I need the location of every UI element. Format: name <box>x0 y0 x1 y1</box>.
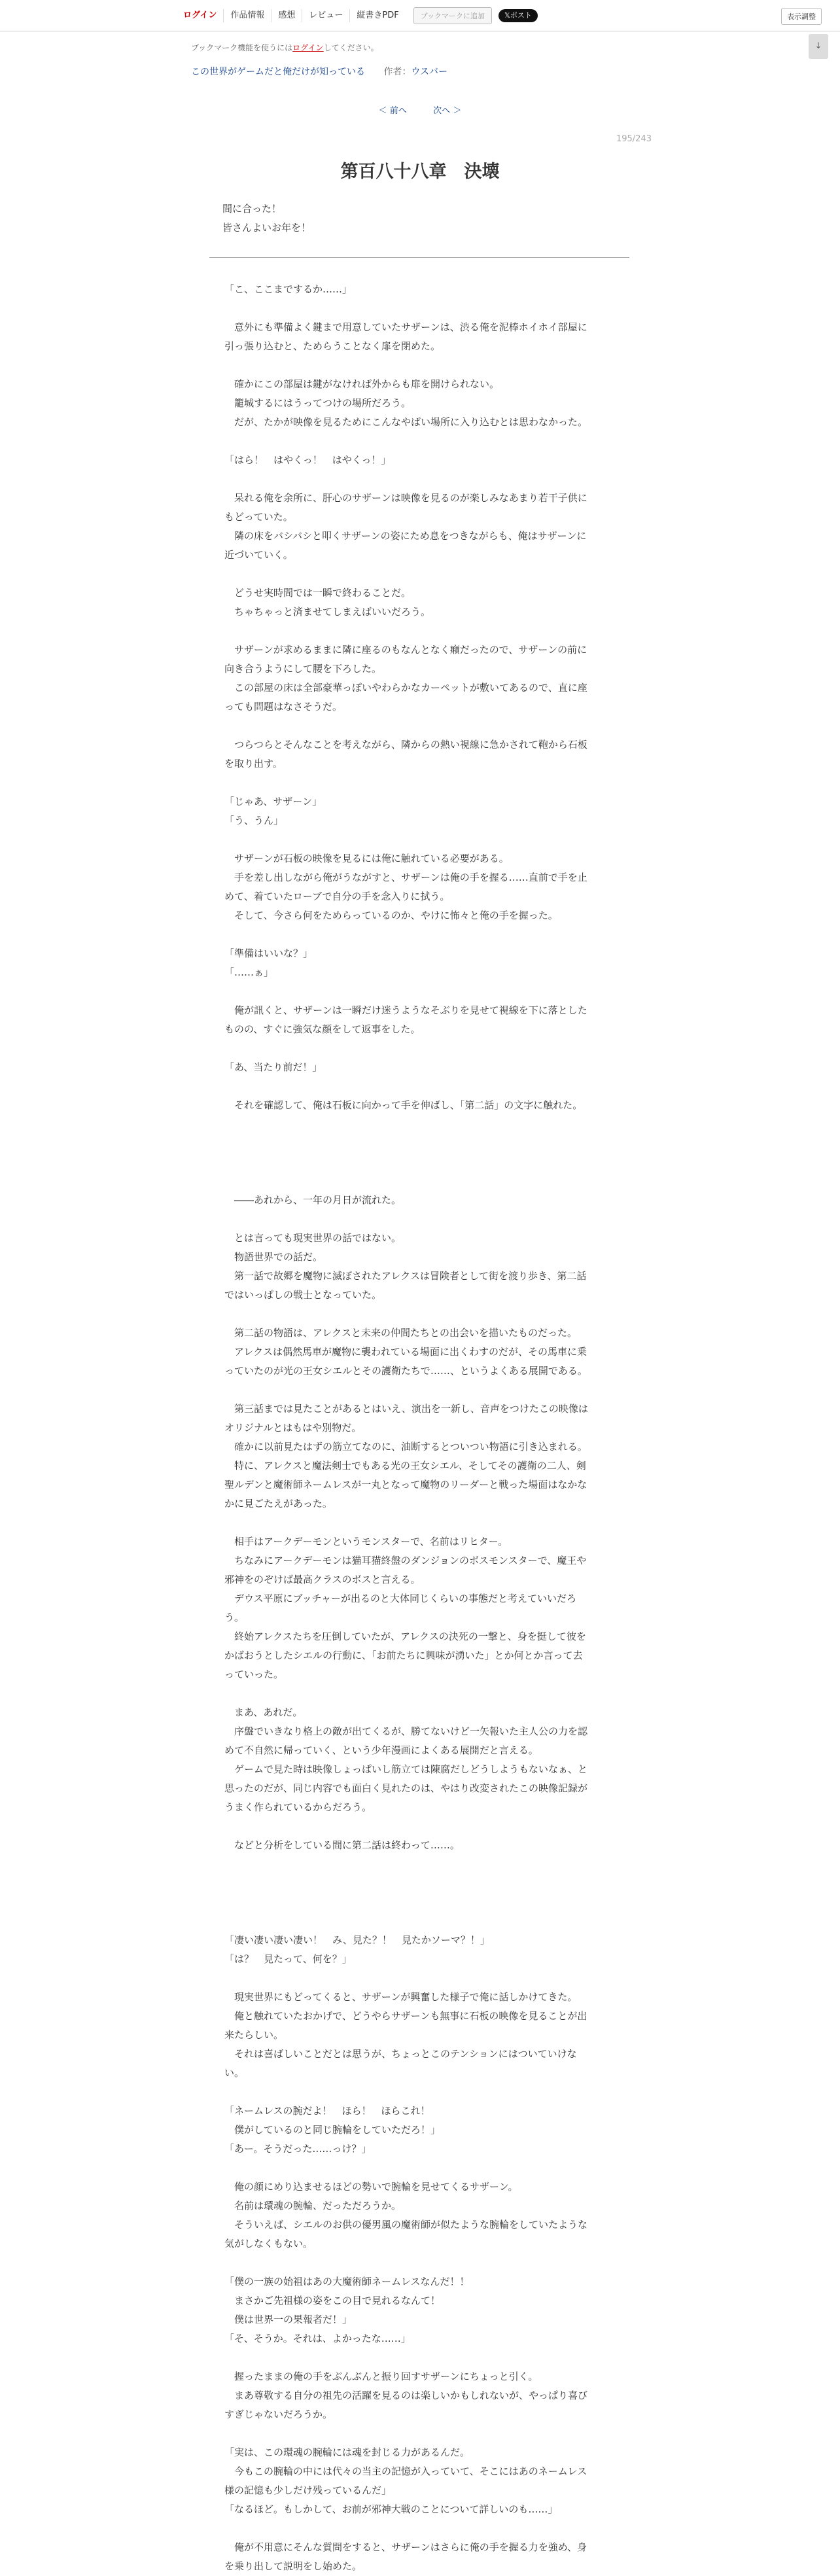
body-line <box>224 1077 612 1096</box>
body-line: 「準備はいいな？」 <box>224 947 313 959</box>
chapter-body <box>224 280 612 2576</box>
body-line: 聖ルデンと魔術師ネームレスが一丸となって魔物のリーダーと戦った場面はなかな <box>224 1479 587 1491</box>
body-line: まさかご先祖様の姿をこの目で見れるなんて！ <box>224 2295 441 2306</box>
preface-line: 皆さんよいお年を！ <box>222 222 311 234</box>
body-line: 「僕の一族の始祖はあの大魔術師ネームレスなんだ！！ <box>224 2276 470 2287</box>
body-line: ちゃちゃっと済ませてしまえばいいだろう。 <box>224 606 431 618</box>
preface-line: 間に合った！ <box>222 203 282 215</box>
body-line: を取り出す。 <box>224 758 283 769</box>
body-line <box>224 1912 612 1931</box>
body-line: だが、たかが映像を見るためにこんなやばい場所に入り込むとは思わなかった。 <box>224 416 588 428</box>
body-line: そして、今さら何をためらっているのか、やけに怖々と俺の手を握った。 <box>224 909 558 921</box>
body-line: まあ尊敬する自分の祖先の活躍を見るのは楽しいかもしれないが、やっぱり喜び <box>224 2390 588 2401</box>
body-line: い。 <box>224 2067 245 2079</box>
body-line: 「そ、そうか。それは、よかったな……」 <box>224 2333 411 2344</box>
body-line: 「はら！ はやくっ！ はやくっ！」 <box>224 454 391 466</box>
body-line: 僕がしているのと同じ腕輪をしていただろ！」 <box>224 2124 441 2136</box>
body-line <box>224 2083 612 2102</box>
body-line <box>224 1305 612 1324</box>
body-line: めて不自然に帰っていく、という少年漫画によくある展開だと言える。 <box>224 1744 538 1756</box>
login-note-prefix: ブックマーク機能を使うには <box>191 43 293 52</box>
body-line: 物語世界での話だ。 <box>224 1251 323 1263</box>
body-line: まあ、あれだ。 <box>224 1706 303 1718</box>
body-line <box>224 1513 612 1532</box>
body-line: ではいっぱしの戦士となっていた。 <box>224 1289 382 1301</box>
body-line: 今もこの腕輪の中には代々の当主の記憶が入っていて、そこにはあのネームレス <box>224 2465 587 2477</box>
body-line: ゲームで見た時は映像しょっぱいし筋立ては陳腐だしどうしようもないなぁ、と <box>224 1763 588 1775</box>
body-line <box>224 1855 612 1874</box>
body-line: 「凄い凄い凄い凄い！ み、見た？！ 見たかソーマ？！」 <box>224 1934 490 1946</box>
body-line: 思ったのだが、同じ内容でも面白く見れたのは、やはり改変されたこの映像記録が <box>224 1782 588 1794</box>
body-line: 「じゃあ、サザーン」 <box>224 796 323 807</box>
body-line <box>224 1381 612 1400</box>
body-line: 引っ張り込むと、ためらうことなく扉を閉めた。 <box>224 340 441 352</box>
scroll-down-icon[interactable]: ↓ <box>809 34 828 59</box>
body-line <box>224 716 612 735</box>
body-line <box>224 299 612 318</box>
body-line <box>224 1817 612 1836</box>
body-line <box>224 1172 612 1191</box>
body-line: 相手はアークデーモンというモンスターで、名前はリヒター。 <box>224 1536 508 1547</box>
body-line: 僕は世界一の果報者だ！」 <box>224 2314 353 2325</box>
body-line: 隣の床をバシバシと叩くサザーンの姿にため息をつきながらも、俺はサザーンに <box>224 530 587 542</box>
body-line: 特に、アレクスと魔法剣士でもある光の王女シエル、そしてその護衛の二人、剣 <box>224 1460 586 1472</box>
chapter-pager <box>0 103 840 116</box>
body-line <box>224 432 612 451</box>
login-note-link[interactable]: ログイン <box>292 43 324 52</box>
body-line: 俺が不用意にそんな質問をすると、サザーンはさらに俺の手を握る力を強め、身 <box>224 2541 587 2553</box>
bookmark-login-note <box>191 42 379 53</box>
login-link[interactable]: ログイン <box>183 10 217 20</box>
body-line: すぎじゃないだろうか。 <box>224 2408 333 2420</box>
body-line: オリジナルとはもはや別物だ。 <box>224 1422 362 1434</box>
body-line: つらつらとそんなことを考えながら、隣からの熱い視線に急かされて鞄から石板 <box>224 739 587 750</box>
body-line <box>224 2253 612 2272</box>
body-line: それを確認して、俺は石板に向かって手を伸ばし、「第二話」の文字に触れた。 <box>224 1099 583 1111</box>
body-line <box>224 470 612 489</box>
body-line <box>224 773 612 792</box>
vertical-pdf-link[interactable]: 縦書きPDF <box>349 9 405 22</box>
body-line: サザーンが求めるままに隣に座るのもなんとなく癪だったので、サザーンの前に <box>224 644 587 656</box>
body-line: 「こ、ここまでするか……」 <box>224 283 353 295</box>
login-note-suffix: してください。 <box>323 43 379 52</box>
body-line: この部屋の床は全部豪華っぽいやわらかなカーペットが敷いてあるので、直に座 <box>224 682 587 694</box>
body-line: 「……ぁ」 <box>224 966 274 978</box>
body-line: 序盤でいきなり格上の敵が出てくるが、勝てないけど一矢報いた主人公の力を認 <box>224 1725 588 1737</box>
body-line: 握ったままの俺の手をぶんぶんと振り回すサザーンにちょっと引く。 <box>224 2371 538 2382</box>
body-line: 終始アレクスたちを圧倒していたが、アレクスの決死の一撃と、身を挺して彼を <box>224 1631 586 1642</box>
body-line: 第一話で故郷を魔物に滅ぼされたアレクスは冒険者として街を渡り歩き、第二話 <box>224 1270 587 1282</box>
body-line: 確かにこの部屋は鍵がなければ外からも扉を開けられない。 <box>224 378 500 390</box>
body-line <box>224 2348 612 2367</box>
review-link[interactable]: レビュー <box>302 9 349 22</box>
divider <box>209 257 629 258</box>
page-number: 195/243 <box>616 134 652 144</box>
body-line <box>224 1969 612 1988</box>
body-line <box>224 2424 612 2443</box>
body-line: 確かに以前見たはずの筋立てなのに、油断するとついつい物語に引き込まれる。 <box>224 1441 587 1453</box>
next-chapter-link[interactable]: 次へ ＞ <box>433 106 462 116</box>
author-label: 作者： <box>383 67 411 77</box>
body-line <box>224 565 612 584</box>
chapter-title: 第百八十八章 決壊 <box>340 162 500 182</box>
body-line: かばおうとしたシエルの行動に、「お前たちに興味が湧いた」とか何とか言って去 <box>224 1650 583 1661</box>
body-line: うまく作られているからだろう。 <box>224 1801 372 1813</box>
body-line: 手を差し出しながら俺がうながすと、サザーンは俺の手を握る……直前で手を止 <box>224 872 587 883</box>
body-line <box>224 1153 612 1172</box>
body-line: 「ネームレスの腕だよ！ ほら！ ほらこれ！ <box>224 2105 430 2117</box>
body-line: デウス平原にブッチャーが出るのと大体同じくらいの事態だと考えていいだろ <box>224 1593 577 1604</box>
body-line: ものの、すぐに強気な顔をして返事をした。 <box>224 1023 421 1035</box>
body-line: などと分析をしている間に第二話は終わって……。 <box>224 1839 460 1851</box>
body-line: っていたのが光の王女シエルとその護衛たちで……、というよくある展開である。 <box>224 1365 587 1377</box>
impressions-link[interactable]: 感想 <box>271 9 302 22</box>
body-line <box>224 982 612 1001</box>
work-title-link[interactable]: この世界がゲームだと俺だけが知っている <box>191 67 365 77</box>
body-line: 来たらしい。 <box>224 2029 284 2041</box>
x-share-button[interactable]: 𝕏ポスト <box>499 9 538 22</box>
body-line: 気がしなくもない。 <box>224 2238 313 2250</box>
body-line: 「実は、この環魂の腕輪には魂を封じる力があるんだ。 <box>224 2446 470 2458</box>
prev-chapter-link[interactable]: ＜ 前へ <box>378 106 407 116</box>
body-line <box>224 1684 612 1703</box>
body-line: 向き合うようにして腰を下ろした。 <box>224 663 382 675</box>
preface <box>222 200 311 238</box>
body-line: もどっていた。 <box>224 511 293 523</box>
body-line: 「なるほど。もしかして、お前が邪神大戦のことについて詳しいのも……」 <box>224 2503 558 2515</box>
body-line <box>224 1115 612 1134</box>
body-line <box>224 1134 612 1153</box>
body-line <box>224 622 612 641</box>
novel-nav <box>177 7 538 25</box>
display-settings-button[interactable]: 表示調整 <box>781 8 822 25</box>
body-line <box>224 1893 612 1912</box>
top-toolbar <box>0 0 840 31</box>
body-line: っても問題はなさそうだ。 <box>224 701 343 713</box>
body-line <box>224 2519 612 2538</box>
body-line: サザーンが石板の映像を見るには俺に触れている必要がある。 <box>224 853 509 864</box>
body-line: 「あ、当たり前だ！」 <box>224 1061 323 1073</box>
body-line: 「う、うん」 <box>224 815 284 826</box>
body-line: そういえば、シエルのお供の優男風の魔術師が似たような腕輪をしていたような <box>224 2219 588 2231</box>
body-line <box>224 1039 612 1058</box>
body-line: 近づいていく。 <box>224 549 293 561</box>
body-line: ちなみにアークデーモンは猫耳猫終盤のダンジョンのボスモンスターで、魔王や <box>224 1555 587 1566</box>
body-line: 呆れる俺を余所に、肝心のサザーンは映像を見るのが楽しみなあまり若干子供に <box>224 492 587 504</box>
body-line: 現実世界にもどってくると、サザーンが興奮した様子で俺に話しかけてきた。 <box>224 1991 578 2003</box>
body-line: 俺が訊くと、サザーンは一瞬だけ迷うようなそぶりを見せて視線を下に落とした <box>224 1004 587 1016</box>
body-line: 俺と触れていたおかげで、どうやらサザーンも無事に石板の映像を見ることが出 <box>224 2010 587 2022</box>
body-line: 様の記憶も少しだけ残っているんだ」 <box>224 2484 392 2496</box>
body-line: 籠城するにはうってつけの場所だろう。 <box>224 397 411 409</box>
work-info-line <box>191 65 447 78</box>
body-line: アレクスは偶然馬車が魔物に襲われている場面に出くわすのだが、その馬車に乗 <box>224 1346 587 1358</box>
body-line: っていった。 <box>224 1668 284 1680</box>
body-line <box>224 2159 612 2178</box>
body-line: ――あれから、一年の月日が流れた。 <box>224 1194 402 1206</box>
body-line: 第三話までは見たことがあるとはいえ、演出を一新し、音声をつけたこの映像は <box>224 1403 588 1415</box>
body-line: 「あー。そうだった……っけ？」 <box>224 2143 372 2155</box>
body-line: を乗り出して説明をし始めた。 <box>224 2560 362 2572</box>
body-line: 意外にも準備よく鍵まで用意していたサザーンは、渋る俺を泥棒ホイホイ部屋に <box>224 321 587 333</box>
body-line: 第二話の物語は、アレクスと未来の仲間たちとの出会いを描いたものだった。 <box>224 1327 577 1339</box>
body-line <box>224 1874 612 1893</box>
work-info-link[interactable]: 作品情報 <box>223 9 271 22</box>
body-line <box>224 1210 612 1229</box>
body-line <box>224 925 612 944</box>
body-line: それは喜ばしいことだとは思うが、ちょっとこのテンションにはついていけな <box>224 2048 577 2060</box>
body-line: 名前は環魂の腕輪、だっただろうか。 <box>224 2200 402 2212</box>
body-line: めて、着ていたローブで自分の手を念入りに拭う。 <box>224 891 450 902</box>
author-link[interactable]: ウスバー <box>411 67 448 77</box>
body-line: とは言っても現実世界の話ではない。 <box>224 1232 402 1244</box>
body-line <box>224 830 612 849</box>
body-line: 「は？ 見たって、何を？」 <box>224 1953 352 1965</box>
body-line: う。 <box>224 1612 245 1623</box>
body-line: かに見ごたえがあった。 <box>224 1498 332 1509</box>
body-line: 邪神をのぞけば最高クラスのボスと言える。 <box>224 1574 421 1585</box>
body-line: どうせ実時間では一瞬で終わることだ。 <box>224 587 411 599</box>
add-bookmark-button[interactable]: ブックマークに追加 <box>413 7 492 24</box>
body-line <box>224 356 612 375</box>
body-line: 俺の顔にめり込ませるほどの勢いで腕輪を見せてくるサザーン。 <box>224 2181 518 2193</box>
